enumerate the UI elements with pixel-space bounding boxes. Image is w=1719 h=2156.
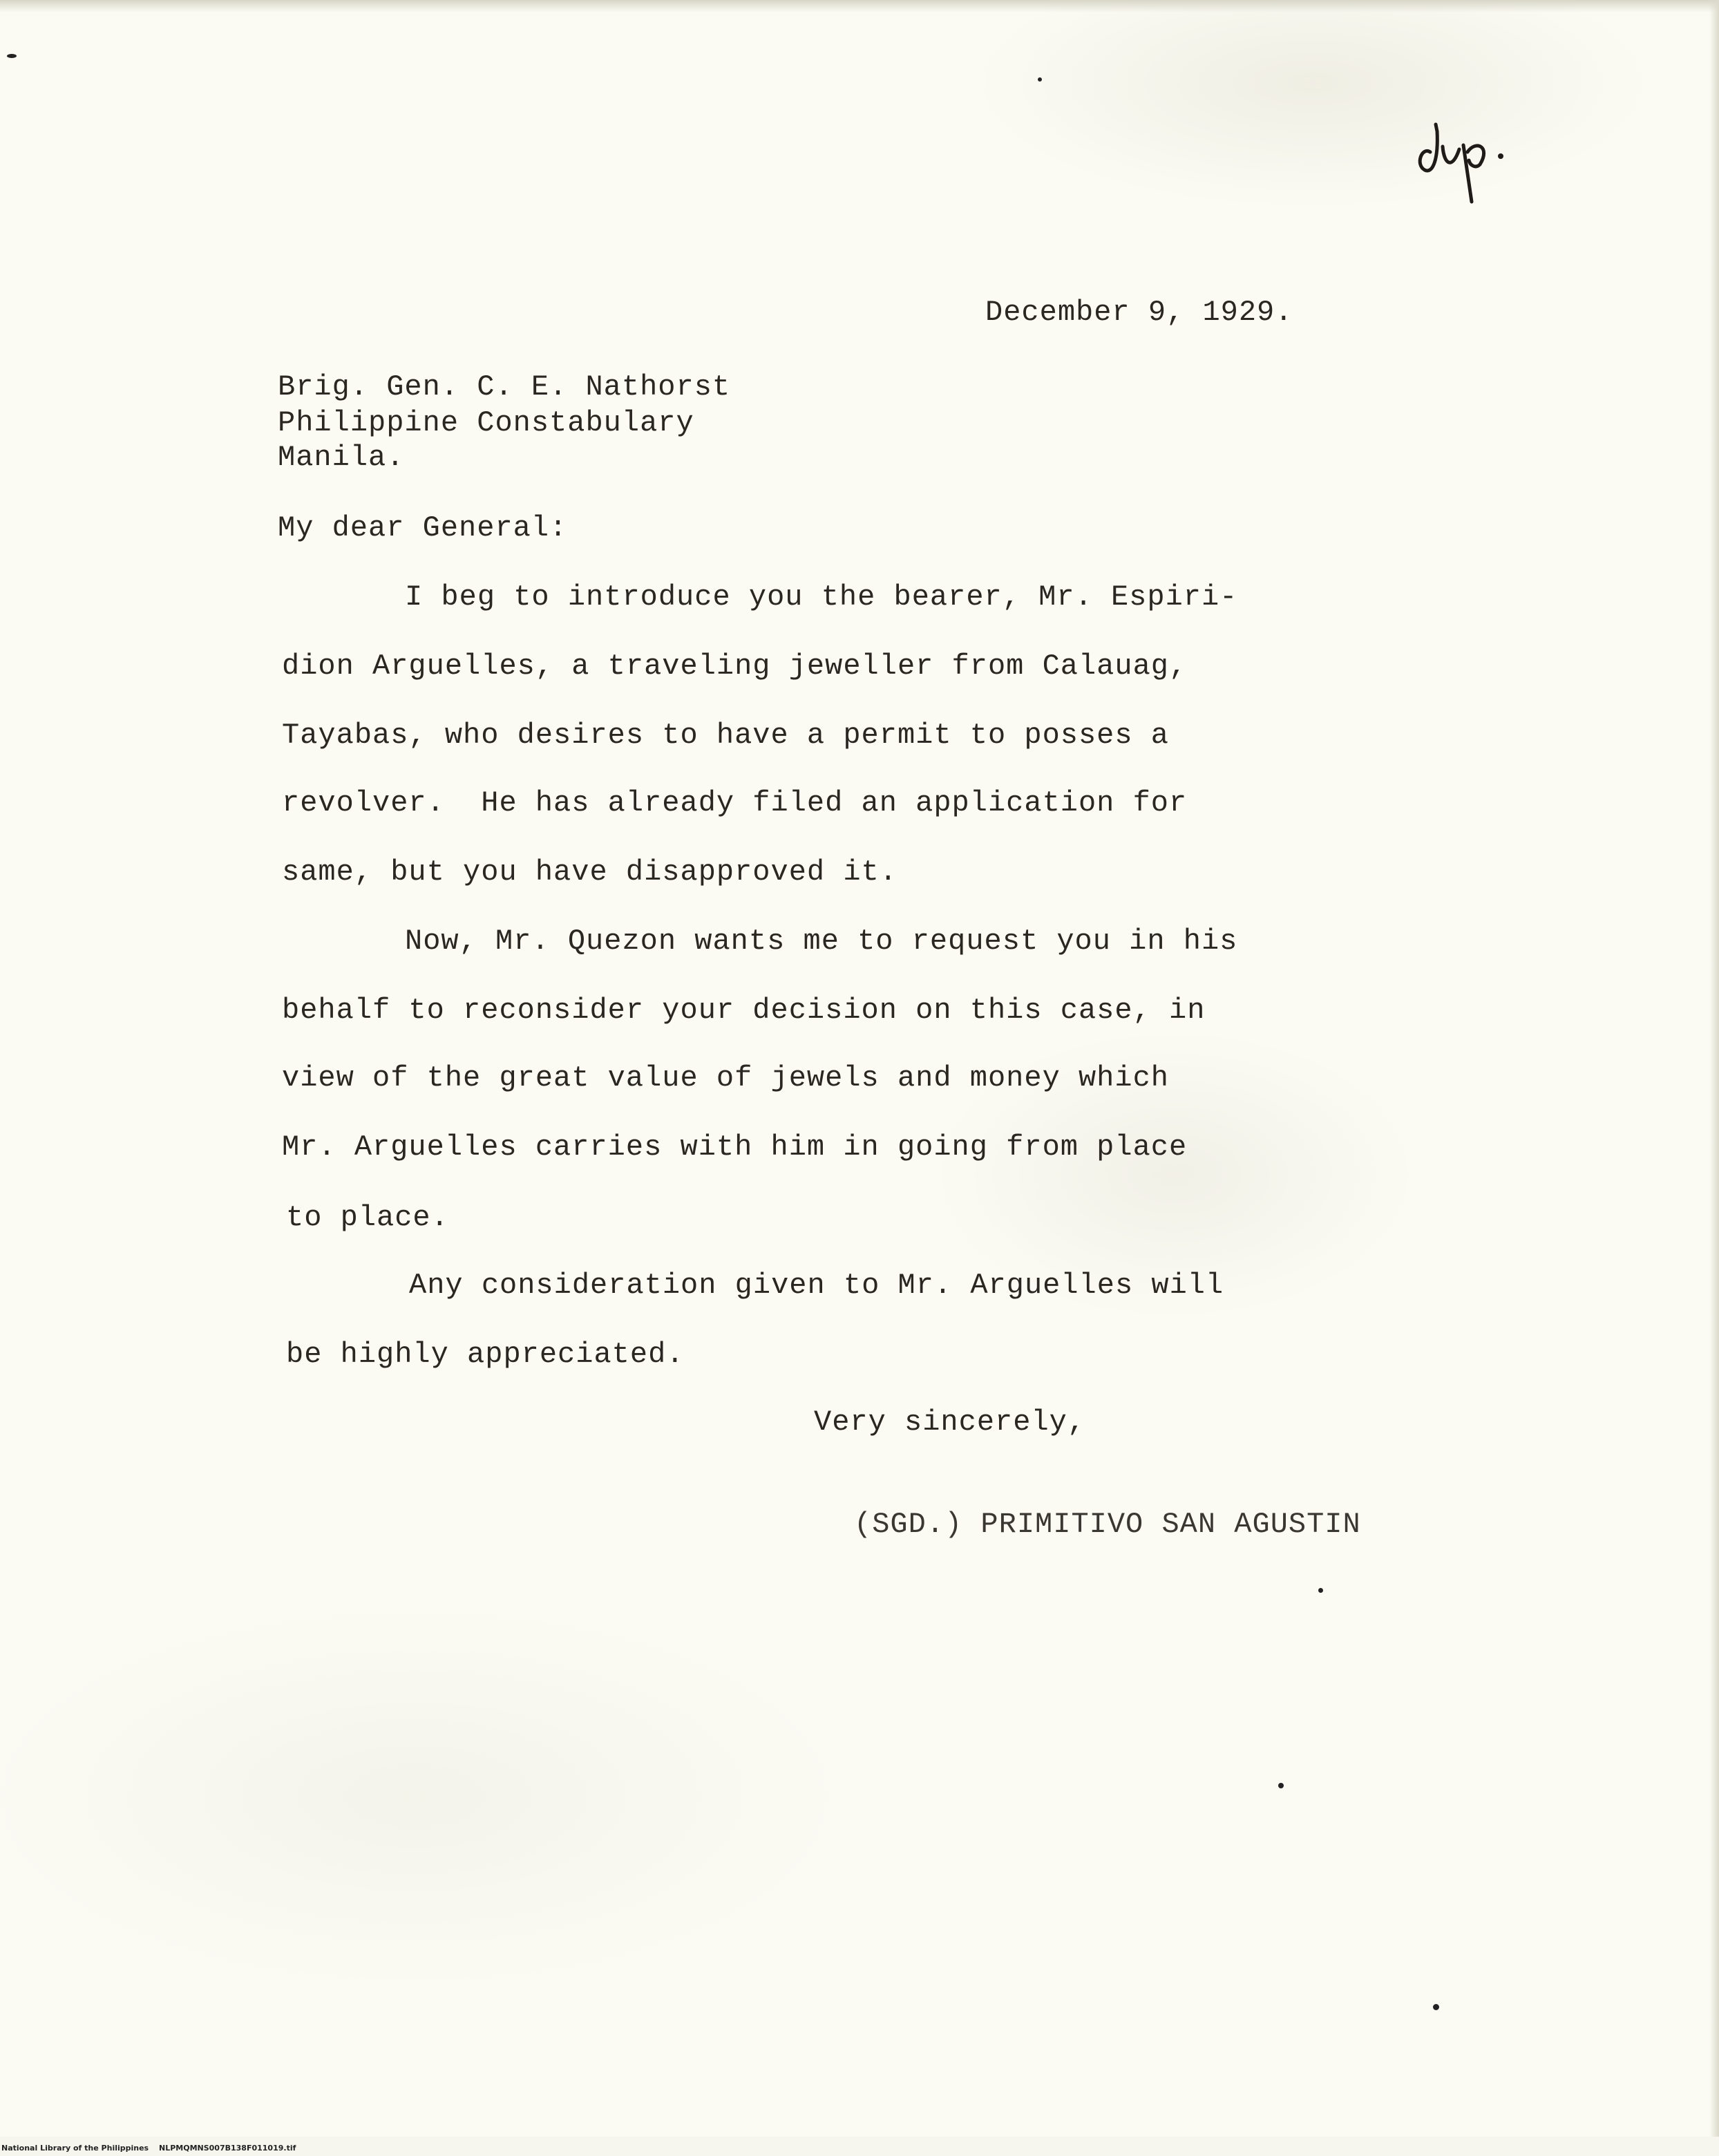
body-line: revolver. He has already filed an application for — [282, 786, 1188, 820]
body-line: behalf to reconsider your decision on this case, in — [282, 994, 1206, 1027]
paper-speck — [7, 54, 17, 58]
body-line: Any consideration given to Mr. Arguelles will — [409, 1269, 1224, 1302]
recipient-line-1: Brig. Gen. C. E. Nathorst — [278, 370, 731, 404]
closing: Very sincerely, — [814, 1406, 1086, 1439]
body-line: to place. — [286, 1201, 449, 1234]
body-line: be highly appreciated. — [286, 1338, 685, 1371]
handwritten-dup-mark — [1409, 83, 1548, 221]
paper-speck — [1318, 1588, 1323, 1593]
salutation: My dear General: — [278, 511, 568, 545]
body-line: Mr. Arguelles carries with him in going from place — [282, 1131, 1188, 1164]
paper-speck — [1278, 1783, 1284, 1788]
footer-institution: National Library of the Philippines — [1, 2144, 149, 2153]
letter-date: December 9, 1929. — [985, 296, 1293, 329]
body-line: same, but you have disapproved it. — [282, 855, 898, 889]
page-edge-shadow-right — [1709, 0, 1719, 2156]
body-line: Tayabas, who desires to have a permit to posses a — [282, 719, 1170, 752]
body-line: Now, Mr. Quezon wants me to request you in his — [405, 925, 1238, 958]
recipient-line-2: Philippine Constabulary — [278, 406, 694, 439]
page-edge-shadow-top — [0, 0, 1719, 12]
signature-line: (SGD.) PRIMITIVO SAN AGUSTIN — [854, 1508, 1361, 1541]
body-line: view of the great value of jewels and money which — [282, 1061, 1170, 1095]
recipient-line-3: Manila. — [278, 441, 405, 474]
body-line: dion Arguelles, a traveling jeweller from Calauag, — [282, 650, 1188, 683]
body-line: I beg to introduce you the bearer, Mr. Espiri- — [405, 580, 1238, 614]
paper-speck — [1433, 2004, 1439, 2010]
paper-speck — [1038, 77, 1042, 82]
footer-file-id: NLPMQMNS007B138F011019.tif — [159, 2144, 296, 2153]
